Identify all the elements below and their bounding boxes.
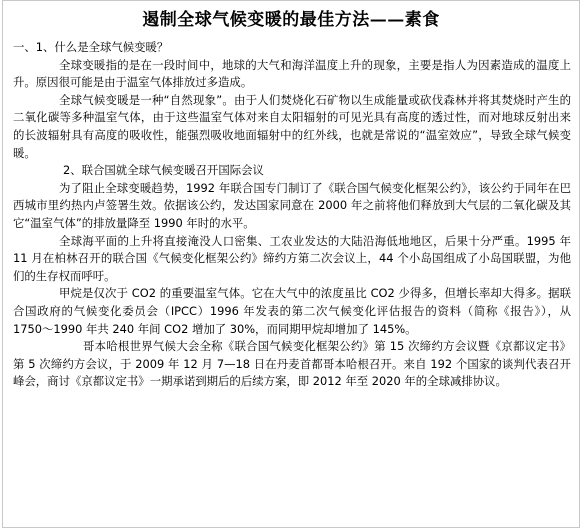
document-page — [2, 0, 580, 528]
section-heading: 2、联合国就全球气候变暖召开国际会议 — [63, 163, 264, 178]
document-body — [13, 39, 571, 391]
paragraph: 甲烷是仅次于 CO2 的重要温室气体。它在大气中的浓度虽比 CO2 少得多，但增长率却大得多。据联合国政府的气候变化委员会（IPCC）1996 年发表的第二次气候变化评估报告的资料（简称《报告》），从 1750～1990 年共 240 年间 CO2 增加了 30%，而同期甲烷却增加了 145%。 — [13, 286, 571, 336]
section-heading: 一、1、什么是全球气候变暖？ — [13, 40, 169, 54]
paragraph: 哥本哈根世界气候大会全称《联合国气候变化框架公约》第 15 次缔约方会议暨《京都议定书》第 5 次缔约方会议，于 2009 年 12 月 7—18 日在丹麦首都哥本哈根召开。来自 192 个国家的谈判代表召开峰会，商讨《京都议定书》一期承诺到期后的后续方案，即 2012 年至 2020 年的全球减排协议。 — [13, 339, 571, 389]
paragraph: 全球海平面的上升将直接淹没人口密集、工农业发达的大陆沿海低地地区，后果十分严重。1995 年 11 月在柏林召开的联合国《气候变化框架公约》缔约方第二次会议上，44 个小岛国组成了小岛国联盟，为他们的生存权而呼吁。 — [13, 233, 571, 283]
document-title: 遏制全球气候变暖的最佳方法——素食 — [142, 10, 440, 30]
paragraph: 为了阻止全球变暖趋势，1992 年联合国专门制订了《联合国气候变化框架公约》，该公约于同年在巴西城市里约热内卢签署生效。依据该公约，发达国家同意在 2000 年之前将他们释放到大气层的二氧化碳及其它“温室气体”的排放量降至 1990 年时的水平。 — [13, 180, 571, 230]
paragraph: 全球气候变暖是一种“自然现象”。由于人们焚烧化石矿物以生成能量或砍伐森林并将其焚烧时产生的二氧化碳等多种温室气体，由于这些温室气体对来自太阳辐射的可见光具有高度的透过性，而对地球反射出来的长波辐射具有高度的吸收性，能强烈吸收地面辐射中的红外线，也就是常说的“温室效应”，导致全球气候变暖。 — [13, 92, 571, 160]
paragraph: 全球变暖指的是在一段时间中，地球的大气和海洋温度上升的现象，主要是指人为因素造成的温度上升。原因很可能是由于温室气体排放过多造成。 — [13, 57, 571, 90]
